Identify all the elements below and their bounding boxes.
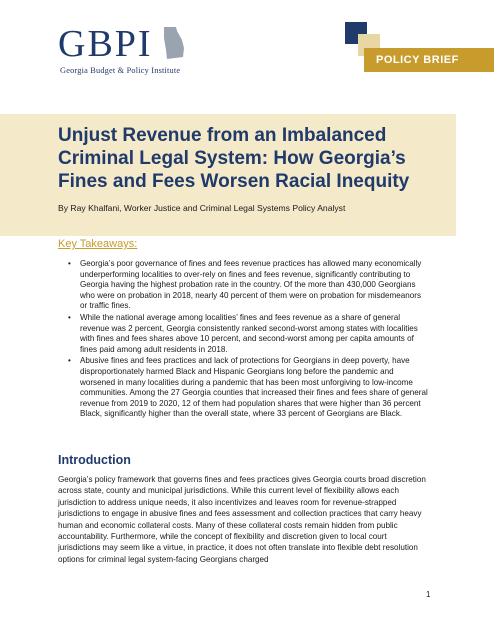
list-item: • Georgia’s poor governance of fines and fees revenue practices has allowed many economically underperforming localities to over-rely on fines and fees revenue, significantly contributing to Georgia having the highest probation rate in the country. Of the more than 430,000 Georgians who were on probation in 2018, nearly 40 percent of them were on probation for misdemeanors or traffic fines.: [68, 259, 430, 312]
georgia-state-icon: [162, 26, 186, 60]
key-takeaways-heading: Key Takeaways:: [58, 238, 138, 250]
byline: By Ray Khalfani, Worker Justice and Criminal Legal Systems Policy Analyst: [58, 203, 346, 213]
logo-text: GBPI: [58, 23, 153, 65]
introduction-heading: Introduction: [58, 453, 131, 467]
introduction-paragraph: Georgia’s policy framework that governs fines and fees practices gives Georgia courts broad discretion across state, county and municipal jurisdictions. While this current level of flexibility allows each jurisdiction to address unique needs, it also incentivizes and leaves room for revenue-strapped jurisdictions to engage in abusive fines and fees assessment and collection practices that carry heavy human and economic collateral costs. Many of these collateral costs remain hidden from public accountability. Furthermore, while the concept of flexibility and discretion given to local court jurisdictions may seem like a virtue, in practice, it does not often translate into flexible debt resolution options for criminal legal system-facing Georgians charged: [58, 475, 426, 564]
key-takeaways-list: [68, 259, 430, 421]
list-item: • While the national average among localities’ fines and fees revenue as a share of general revenue was 2 percent, Georgia consistently ranked second-worst among states with localities with fines and fees shares above 10 percent, and second-worst among per capita amounts of fines paid among adult residents in 2018.: [68, 313, 430, 355]
gbpi-logo: [58, 24, 198, 80]
list-item: • Abusive fines and fees practices and lack of protections for Georgians in deep poverty, have disproportionately harmed Black and Hispanic Georgians long before the pandemic and worsened in many localities during a pandemic that has been most unforgiving to low-income communities. Among the 27 Georgia counties that increased their fines and fees share of general revenue from 2019 to 2020, 12 of them had population shares that were higher than 36 percent Black, significantly higher than the overall state, where 33 percent of Georgians are Black.: [68, 356, 430, 420]
document-title: Unjust Revenue from an Imbalanced Criminal Legal System: How Georgia’s Fines and Fees Worsen Racial Inequity: [58, 125, 410, 192]
logo-subtitle: Georgia Budget & Policy Institute: [60, 66, 181, 75]
policy-brief-badge: POLICY BRIEF: [364, 48, 494, 72]
page-number: 1: [426, 590, 431, 599]
